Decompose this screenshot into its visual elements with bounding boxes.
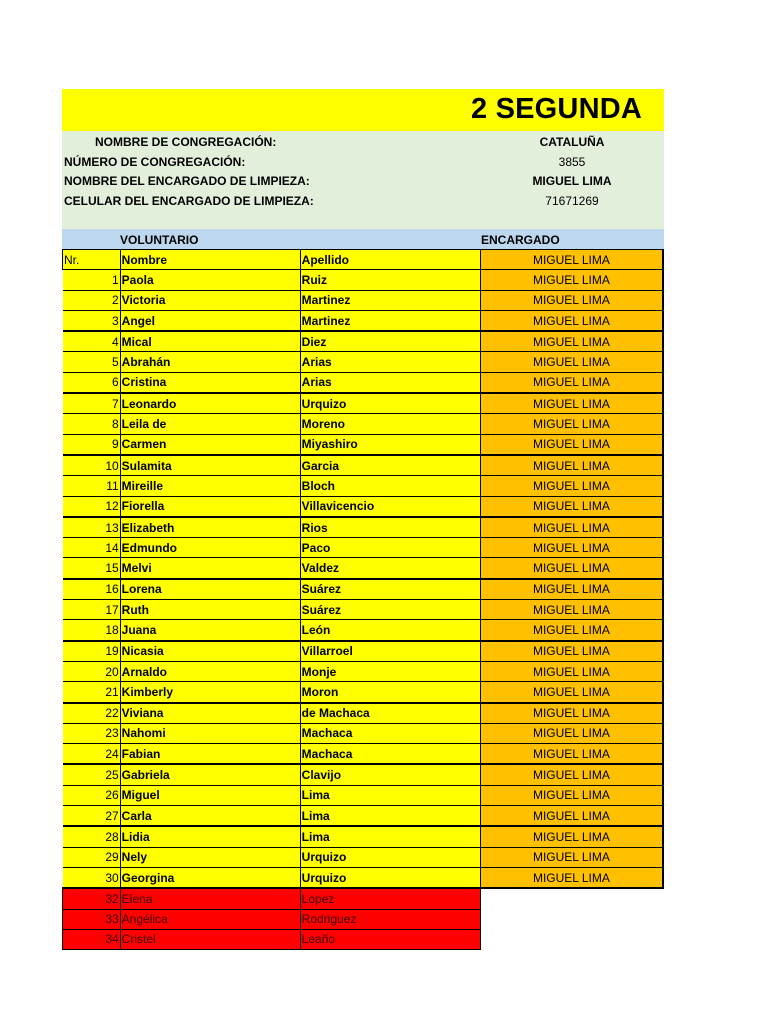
cell-apellido[interactable]: Paco	[300, 538, 480, 558]
cell-nombre[interactable]: Carla	[120, 806, 300, 827]
encargado-label: ENCARGADO	[481, 233, 560, 247]
cell-encargado[interactable]: MIGUEL LIMA	[480, 310, 663, 331]
table-row	[63, 517, 664, 538]
cell-encargado[interactable]: MIGUEL LIMA	[480, 393, 663, 414]
table-row	[63, 867, 664, 888]
cell-nr[interactable]: 6	[63, 372, 121, 393]
cell-nombre[interactable]: Victoria	[120, 290, 300, 310]
empty-cell	[480, 909, 663, 929]
cell-nr[interactable]: 18	[63, 620, 121, 641]
cell-apellido[interactable]: Clavijo	[300, 764, 480, 785]
cell-encargado[interactable]: MIGUEL LIMA	[480, 826, 663, 847]
cell-apellido[interactable]: Suárez	[300, 600, 480, 620]
cell-nr[interactable]: 15	[63, 558, 121, 579]
cell-apellido[interactable]: Martinez	[300, 310, 480, 331]
header-nombre[interactable]: Nombre	[120, 250, 300, 270]
cell-apellido[interactable]: Leaño	[300, 929, 480, 949]
table-row	[63, 847, 664, 867]
table-row	[63, 393, 664, 414]
cell-apellido[interactable]: Valdez	[300, 558, 480, 579]
table-row	[63, 496, 664, 517]
cell-nr[interactable]: 29	[63, 847, 121, 867]
table-row	[63, 579, 664, 600]
header-nr[interactable]: Nr.	[63, 250, 121, 270]
cell-encargado[interactable]: MIGUEL LIMA	[480, 290, 663, 310]
cell-nombre[interactable]: Carmen	[120, 434, 300, 455]
cell-apellido[interactable]: Miyashiro	[300, 434, 480, 455]
cell-encargado[interactable]: MIGUEL LIMA	[480, 744, 663, 765]
cell-apellido[interactable]: Urquizo	[300, 867, 480, 888]
cell-nombre[interactable]: Abrahán	[120, 352, 300, 372]
cell-encargado[interactable]: MIGUEL LIMA	[480, 270, 663, 290]
empty-cell	[480, 888, 663, 909]
table-row	[63, 538, 664, 558]
info-value: 71671269	[545, 194, 599, 208]
cell-nr[interactable]: 5	[63, 352, 121, 372]
cell-nombre[interactable]: Gabriela	[120, 764, 300, 785]
cell-apellido[interactable]: Arias	[300, 372, 480, 393]
table-row	[63, 744, 664, 765]
cell-nr[interactable]: 24	[63, 744, 121, 765]
cell-apellido[interactable]: Lima	[300, 826, 480, 847]
info-row	[62, 133, 664, 152]
cell-apellido[interactable]: de Machaca	[300, 703, 480, 724]
cell-nombre[interactable]: Sulamita	[120, 455, 300, 476]
cell-apellido[interactable]: Arias	[300, 352, 480, 372]
cell-nr[interactable]: 21	[63, 682, 121, 703]
cell-nr[interactable]: 17	[63, 600, 121, 620]
cell-apellido[interactable]: Lima	[300, 806, 480, 827]
cell-encargado[interactable]: MIGUEL LIMA	[480, 641, 663, 662]
title-band	[62, 89, 664, 131]
cell-nr[interactable]: 7	[63, 393, 121, 414]
cell-nombre[interactable]: Elizabeth	[120, 517, 300, 538]
cell-nombre[interactable]: Arnaldo	[120, 661, 300, 681]
cell-nr[interactable]: 14	[63, 538, 121, 558]
cell-encargado[interactable]: MIGUEL LIMA	[480, 579, 663, 600]
cell-nombre[interactable]: Juana	[120, 620, 300, 641]
cell-apellido[interactable]: Rodriguez	[300, 909, 480, 929]
cell-encargado[interactable]: MIGUEL LIMA	[480, 661, 663, 681]
info-band	[62, 131, 664, 229]
cell-nr[interactable]: 33	[63, 909, 121, 929]
cell-encargado[interactable]: MIGUEL LIMA	[480, 538, 663, 558]
cell-nombre[interactable]: Georgina	[120, 867, 300, 888]
cell-nr[interactable]: 27	[63, 806, 121, 827]
sheet-title: 2 SEGUNDA	[471, 93, 642, 125]
cell-nombre[interactable]: Nely	[120, 847, 300, 867]
cell-nr[interactable]: 12	[63, 496, 121, 517]
cell-apellido[interactable]: Moreno	[300, 414, 480, 434]
cell-apellido[interactable]: Monje	[300, 661, 480, 681]
cell-encargado[interactable]: MIGUEL LIMA	[480, 331, 663, 352]
cell-encargado[interactable]: MIGUEL LIMA	[480, 517, 663, 538]
cell-apellido[interactable]: Villavicencio	[300, 496, 480, 517]
cell-encargado[interactable]: MIGUEL LIMA	[480, 867, 663, 888]
cell-encargado[interactable]: MIGUEL LIMA	[480, 476, 663, 496]
table-row	[63, 455, 664, 476]
cell-nombre[interactable]: Nicasia	[120, 641, 300, 662]
cell-nr[interactable]: 10	[63, 455, 121, 476]
cell-encargado[interactable]: MIGUEL LIMA	[480, 558, 663, 579]
cell-nombre[interactable]: Fabian	[120, 744, 300, 765]
cell-nombre[interactable]: Kimberly	[120, 682, 300, 703]
table-row	[63, 806, 664, 827]
cell-apellido[interactable]: Garcia	[300, 455, 480, 476]
cell-apellido[interactable]: Urquizo	[300, 393, 480, 414]
table-row	[63, 826, 664, 847]
table-row	[63, 764, 664, 785]
table-row	[63, 270, 664, 290]
info-label: NOMBRE DE CONGREGACIÓN:	[95, 135, 277, 149]
table-row	[63, 434, 664, 455]
cell-nombre[interactable]: Cristel	[120, 929, 300, 949]
cell-apellido[interactable]: Rios	[300, 517, 480, 538]
cell-nr[interactable]: 8	[63, 414, 121, 434]
cell-encargado[interactable]: MIGUEL LIMA	[480, 703, 663, 724]
cell-nombre[interactable]: Mireille	[120, 476, 300, 496]
cell-encargado[interactable]: MIGUEL LIMA	[480, 806, 663, 827]
volunteer-table	[62, 249, 664, 950]
cell-nr[interactable]: 25	[63, 764, 121, 785]
info-row	[62, 153, 664, 172]
table-row	[63, 600, 664, 620]
info-value: 3855	[558, 155, 586, 169]
info-row	[62, 192, 664, 211]
cell-encargado[interactable]: MIGUEL LIMA	[480, 372, 663, 393]
cell-encargado[interactable]: MIGUEL LIMA	[480, 785, 663, 805]
cell-apellido[interactable]: Suárez	[300, 579, 480, 600]
cell-nr[interactable]: 32	[63, 888, 121, 909]
header-encargado[interactable]: MIGUEL LIMA	[480, 250, 663, 270]
spreadsheet	[62, 89, 664, 950]
cell-encargado[interactable]: MIGUEL LIMA	[480, 620, 663, 641]
table-row	[63, 290, 664, 310]
cell-encargado[interactable]: MIGUEL LIMA	[480, 434, 663, 455]
cell-apellido[interactable]: Martinez	[300, 290, 480, 310]
table-row	[63, 331, 664, 352]
info-label: NOMBRE DEL ENCARGADO DE LIMPIEZA:	[64, 174, 310, 188]
table-row	[63, 620, 664, 641]
cell-nr[interactable]: 3	[63, 310, 121, 331]
cell-nr[interactable]: 4	[63, 331, 121, 352]
cell-nombre[interactable]: Mical	[120, 331, 300, 352]
cell-apellido[interactable]: Moron	[300, 682, 480, 703]
cell-encargado[interactable]: MIGUEL LIMA	[480, 723, 663, 743]
table-row	[63, 661, 664, 681]
voluntario-label: VOLUNTARIO	[120, 233, 199, 247]
cell-nr[interactable]: 34	[63, 929, 121, 949]
cell-nombre[interactable]: Nahomi	[120, 723, 300, 743]
cell-nr[interactable]: 1	[63, 270, 121, 290]
cell-apellido[interactable]: Villarroel	[300, 641, 480, 662]
table-row-extra	[63, 929, 664, 949]
table-row	[63, 352, 664, 372]
info-row	[62, 172, 664, 191]
cell-nombre[interactable]: Miguel	[120, 785, 300, 805]
cell-nr[interactable]: 28	[63, 826, 121, 847]
cell-encargado[interactable]: MIGUEL LIMA	[480, 682, 663, 703]
cell-apellido[interactable]: Lopez	[300, 888, 480, 909]
cell-nombre[interactable]: Lidia	[120, 826, 300, 847]
cell-nombre[interactable]: Edmundo	[120, 538, 300, 558]
table-row	[63, 641, 664, 662]
cell-nr[interactable]: 16	[63, 579, 121, 600]
table-row	[63, 310, 664, 331]
cell-nr[interactable]: 19	[63, 641, 121, 662]
cell-nombre[interactable]: Leila de	[120, 414, 300, 434]
table-row-extra	[63, 888, 664, 909]
cell-nombre[interactable]: Ruth	[120, 600, 300, 620]
section-band	[62, 229, 664, 249]
cell-nombre[interactable]: Cristina	[120, 372, 300, 393]
cell-nr[interactable]: 11	[63, 476, 121, 496]
cell-apellido[interactable]: Bloch	[300, 476, 480, 496]
table-row	[63, 372, 664, 393]
cell-nombre[interactable]: Paola	[120, 270, 300, 290]
cell-encargado[interactable]: MIGUEL LIMA	[480, 764, 663, 785]
cell-nr[interactable]: 30	[63, 867, 121, 888]
cell-apellido[interactable]: Lima	[300, 785, 480, 805]
info-label: NÚMERO DE CONGREGACIÓN:	[64, 155, 246, 169]
cell-apellido[interactable]: Ruiz	[300, 270, 480, 290]
table-row	[63, 414, 664, 434]
cell-encargado[interactable]: MIGUEL LIMA	[480, 455, 663, 476]
table-row	[63, 785, 664, 805]
cell-apellido[interactable]: Urquizo	[300, 847, 480, 867]
cell-encargado[interactable]: MIGUEL LIMA	[480, 352, 663, 372]
cell-encargado[interactable]: MIGUEL LIMA	[480, 600, 663, 620]
table-header-row	[63, 250, 664, 270]
table-row-extra	[63, 909, 664, 929]
cell-apellido[interactable]: Machaca	[300, 744, 480, 765]
cell-apellido[interactable]: Diez	[300, 331, 480, 352]
table-row	[63, 682, 664, 703]
table-row	[63, 703, 664, 724]
cell-nr[interactable]: 23	[63, 723, 121, 743]
info-value: CATALUÑA	[539, 135, 605, 149]
info-label: CELULAR DEL ENCARGADO DE LIMPIEZA:	[64, 194, 314, 208]
cell-nr[interactable]: 13	[63, 517, 121, 538]
cell-nombre[interactable]: Elena	[120, 888, 300, 909]
table-row	[63, 723, 664, 743]
cell-apellido[interactable]: Machaca	[300, 723, 480, 743]
cell-nr[interactable]: 26	[63, 785, 121, 805]
info-value: MIGUEL LIMA	[532, 174, 612, 188]
cell-nombre[interactable]: Melvi	[120, 558, 300, 579]
cell-nombre[interactable]: Fiorella	[120, 496, 300, 517]
table-row	[63, 558, 664, 579]
cell-nombre[interactable]: Lorena	[120, 579, 300, 600]
cell-nr[interactable]: 22	[63, 703, 121, 724]
cell-encargado[interactable]: MIGUEL LIMA	[480, 414, 663, 434]
cell-nombre[interactable]: Angel	[120, 310, 300, 331]
cell-nombre[interactable]: Leonardo	[120, 393, 300, 414]
table-row	[63, 476, 664, 496]
cell-encargado[interactable]: MIGUEL LIMA	[480, 847, 663, 867]
cell-nr[interactable]: 9	[63, 434, 121, 455]
header-apellido[interactable]: Apellido	[300, 250, 480, 270]
cell-apellido[interactable]: León	[300, 620, 480, 641]
cell-nr[interactable]: 2	[63, 290, 121, 310]
cell-encargado[interactable]: MIGUEL LIMA	[480, 496, 663, 517]
empty-cell	[480, 929, 663, 949]
cell-nombre[interactable]: Viviana	[120, 703, 300, 724]
cell-nombre[interactable]: Angélica	[120, 909, 300, 929]
cell-nr[interactable]: 20	[63, 661, 121, 681]
